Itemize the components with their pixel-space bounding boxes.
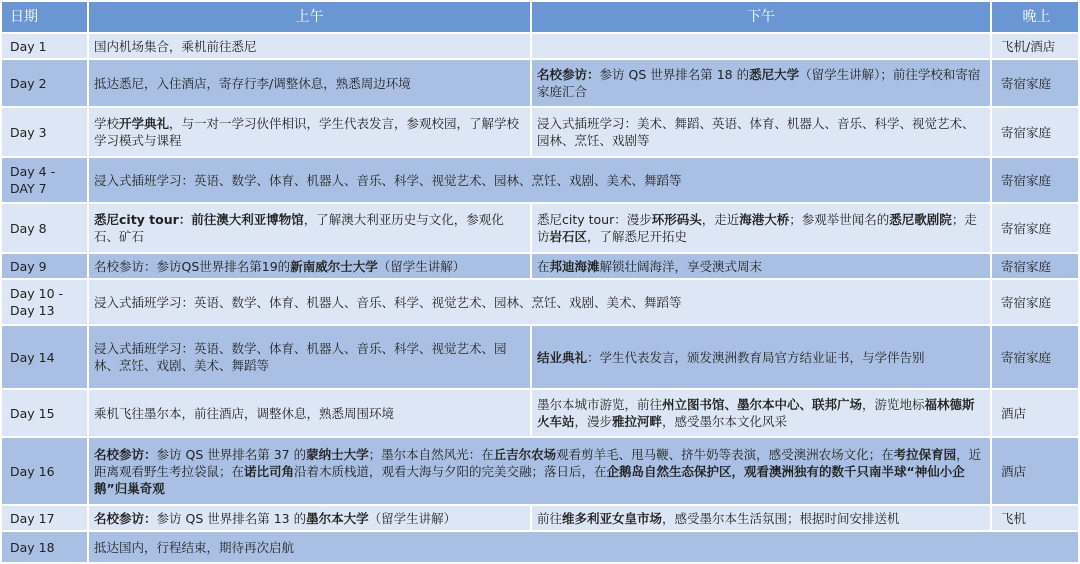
text: 观看剪羊毛、甩马鞭、挤牛奶等表演，感受澳洲农场文化；在 [556,446,894,462]
span-cell: 浸入式插班学习：英语、数学、体育、机器人、音乐、科学、视觉艺术、园林、烹饪、戏剧、美术、舞蹈等 [94,172,682,188]
column-divider [530,506,532,530]
bold-text: 名校参访： [94,510,157,526]
bold-text: 丘吉尔农场 [493,446,557,462]
table-header [2,2,1078,32]
bold-text: 企鹅岛自然生态保护区，观看澳洲独有的数千只南半球“神仙小企鹅”归巢奇观 [94,463,965,496]
bold-text: 结业典礼 [537,349,588,365]
text: （留学生讲解） [377,258,466,274]
text: 参访 QS 世界排名第 13 的 [156,510,307,526]
afternoon-cell [531,60,991,106]
day-cell: Day 2 [10,75,47,91]
text: 沿着木质栈道，观看大海与夕阳的完美交融；落日后，在 [294,463,607,479]
text: ，感受墨尔本生活氛围；根据时间安排送机 [662,510,900,526]
bold-text: 海港大桥 [739,212,790,227]
text: ，了解悉尼开拓史 [587,229,688,244]
bold-text: 蒙纳士大学 [306,446,369,462]
day-cell: Day 1 [10,38,47,54]
afternoon-cell [531,326,991,388]
table-row [2,532,1078,562]
bold-text: 悉尼city tour：前往澳大利亚博物馆 [94,212,304,227]
evening-cell: 飞机 [1001,510,1027,526]
bold-text: 雅拉河畔 [612,414,663,429]
evening-cell: 寄宿家庭 [1001,294,1052,310]
column-divider [530,34,532,156]
evening-cell: 寄宿家庭 [1001,172,1052,188]
bold-text: 名校参访： [94,446,157,462]
evening-cell: 寄宿家庭 [1001,220,1052,236]
day-cell: Day 16 [10,463,55,479]
bold-text: 悉尼大学 [749,67,800,82]
text: 名校参访：参访QS世界排名第19的 [94,258,291,274]
table-row [2,280,1078,324]
evening-cell: 寄宿家庭 [1001,349,1052,365]
day-cell: Day 15 [10,405,55,421]
bold-text: 考拉保育园 [893,446,957,462]
morning-cell: 国内机场集合，乘机前往悉尼 [94,38,257,54]
text: 悉尼city tour：漫步 [537,212,652,227]
column-divider [530,2,532,32]
evening-cell: 寄宿家庭 [1001,124,1052,140]
evening-cell: 飞机/酒店 [1001,38,1056,54]
span-cell: 抵达国内，行程结束，期待再次启航 [94,539,295,555]
morning-cell [88,254,531,278]
day-cell: Day 9 [10,258,47,274]
text: ，与一对一学习伙伴相识，学生代表发言，参观校园，了解学校学习模式与课程 [94,116,520,148]
morning-cell [88,204,531,252]
evening-cell: 酒店 [1001,463,1027,479]
table-row [2,158,1078,202]
bold-text: 岩石区 [549,229,588,244]
table-row [2,60,1078,106]
span-cell: 浸入式插班学习：英语、数学、体育、机器人、音乐、科学、视觉艺术、园林、烹饪、戏剧、美术、舞蹈等 [94,294,682,310]
text: 参访 QS 世界排名第 18 的 [599,67,750,82]
text: 在 [537,258,550,274]
afternoon-cell: 浸入式插班学习：美术、舞蹈、英语、体育、机器人、音乐、科学、视觉艺术、园林、烹饪、戏剧等 [537,116,975,148]
column-divider [990,2,992,530]
table-row [2,326,1078,388]
header-date: 日期 [10,8,38,25]
day-cell: Day 8 [10,220,47,236]
text: （留学生讲解） [368,510,457,526]
bold-text: 福林德斯火车站 [537,397,975,429]
column-divider [530,204,532,278]
evening-cell: 酒店 [1001,405,1027,421]
afternoon-cell [531,254,991,278]
bold-text: 邦迪海滩 [549,258,600,274]
evening-cell: 寄宿家庭 [1001,75,1052,91]
afternoon-cell [531,390,991,436]
text: 解锁壮阔海洋，享受澳式周末 [599,258,763,274]
morning-cell: 抵达悉尼，入住酒店，寄存行李/调整休息，熟悉周边环境 [94,75,411,91]
header-morning: 上午 [295,8,324,25]
afternoon-cell [531,34,991,58]
bold-text: 诺比司角 [244,463,295,479]
text: 参访 QS 世界排名第 37 的 [156,446,307,462]
afternoon-cell [531,204,991,252]
text: ：学生代表发言，颁发澳洲教育局官方结业证书，与学伴告别 [587,349,925,365]
day-cell: Day 14 [10,349,55,365]
evening-cell: 寄宿家庭 [1001,258,1052,274]
bold-text: 新南威尔士大学 [290,258,378,274]
day-cell: Day 17 [10,510,55,526]
text: ，游览地标 [862,397,925,412]
bold-text: 开学典礼 [119,116,170,131]
text: ，感受墨尔本文化风采 [662,414,788,429]
text: ；走访 [537,212,977,244]
text: 墨尔本城市游览，前往 [537,397,663,412]
table-row [2,108,1078,156]
table-row [2,438,1078,504]
day-cell: Day 10 - Day 13 [10,286,64,318]
text: ；墨尔本自然风光：在 [368,446,494,462]
text: ；参观举世闻名的 [789,212,890,227]
bold-text: 名校参访： [537,67,600,82]
morning-cell [88,506,531,530]
morning-cell: 浸入式插班学习：英语、数学、体育、机器人、音乐、科学、视觉艺术、园林、烹饪、戏剧、美术、舞蹈等 [94,341,507,373]
text: 前往 [537,510,563,526]
bold-text: 墨尔本大学 [306,510,369,526]
table-row [2,506,1078,530]
table-row [2,254,1078,278]
morning-cell [88,108,531,156]
text: ，了解澳大利亚历史与文化，参观化石、矿石 [94,212,504,244]
text: 学校 [94,116,120,131]
day-cell: Day 3 [10,124,47,140]
bold-text: 维多利亚女皇市场 [562,510,663,526]
column-divider [87,2,89,562]
table-row [2,34,1078,58]
text: ，近距离观看野生考拉袋鼠；在 [94,446,982,479]
text: ，漫步 [574,414,613,429]
afternoon-cell [531,506,991,530]
table-row [2,390,1078,436]
day-cell: Day 18 [10,539,55,555]
bold-text: 悉尼歌剧院 [889,212,952,227]
bold-text: 环形码头 [651,212,702,227]
header-evening: 晚上 [1022,8,1051,25]
text: ，走近 [701,212,740,227]
day-cell: Day 4 - DAY 7 [10,164,56,196]
morning-cell: 乘机飞往墨尔本，前往酒店，调整休息，熟悉周围环境 [94,405,395,421]
span-cell [88,438,991,504]
bold-text: 州立图书馆、墨尔本中心、联邦广场 [662,397,863,412]
header-afternoon: 下午 [747,8,775,25]
text: （留学生讲解）；前往学校和寄宿家庭汇合 [537,67,981,99]
table-row [2,204,1078,252]
column-divider [530,326,532,436]
